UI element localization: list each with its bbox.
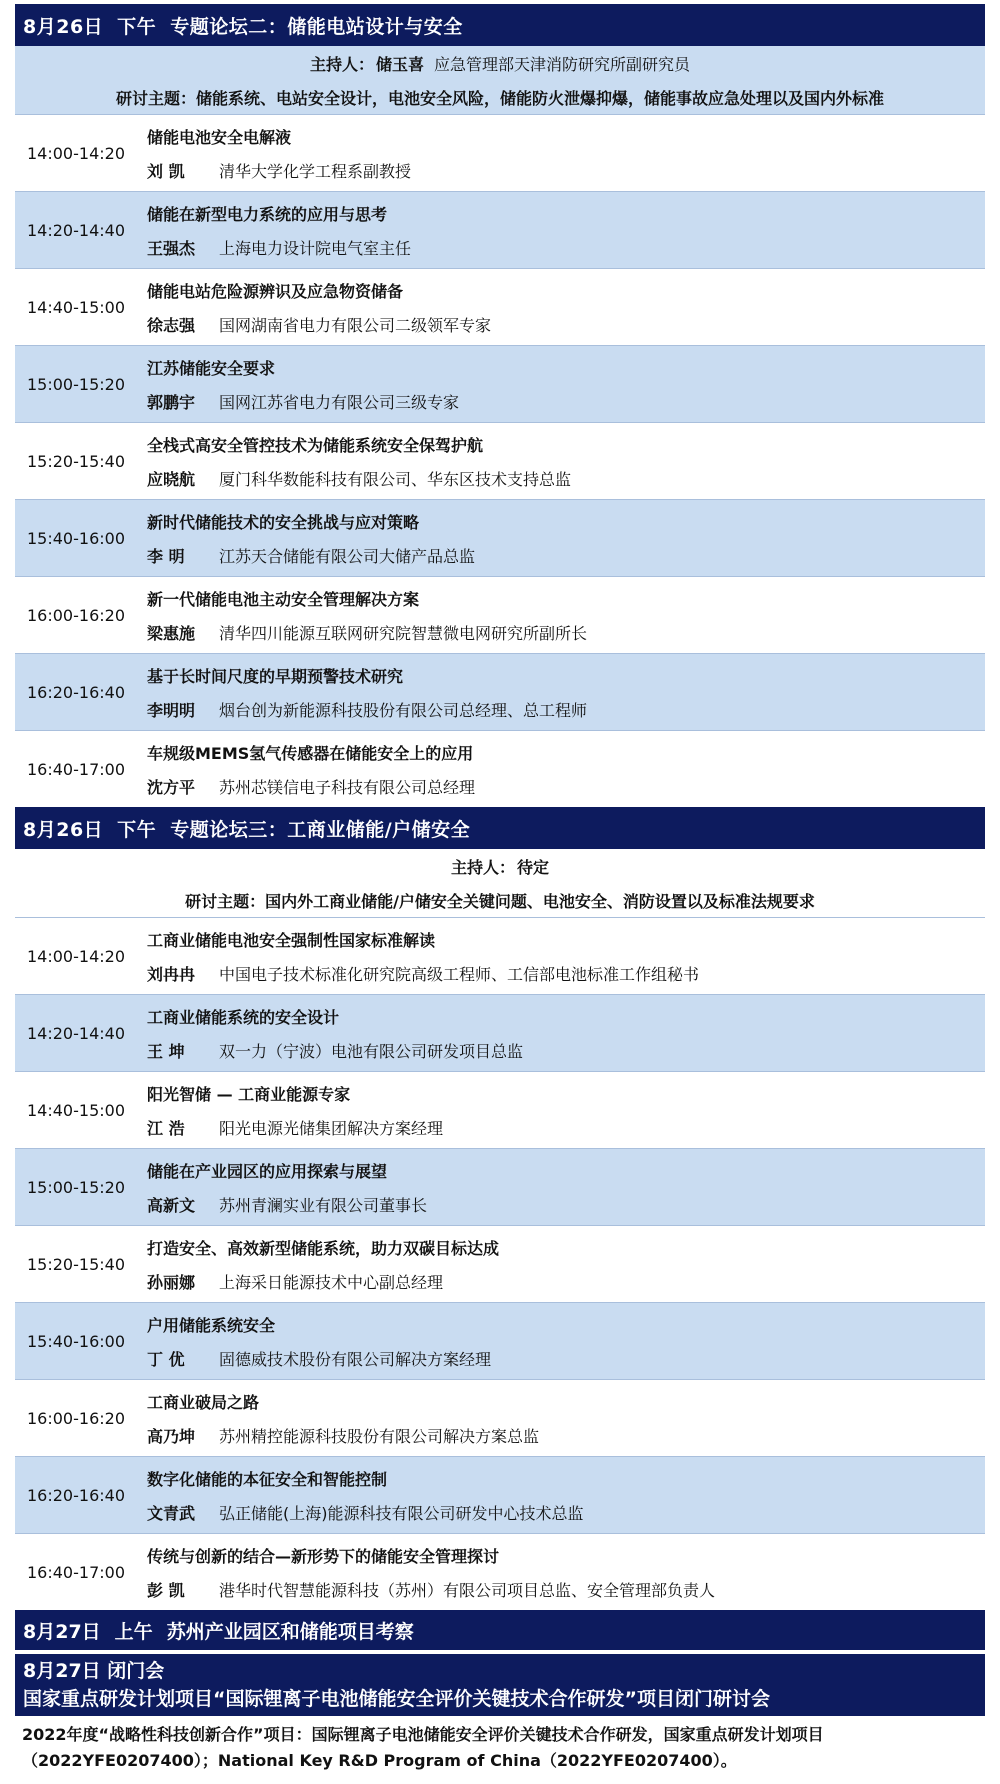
speaker-name: 王强杰 <box>147 238 196 258</box>
day27-am-header <box>15 1610 985 1650</box>
speaker-name: 李明明 <box>147 700 196 720</box>
session-info <box>147 1380 985 1456</box>
footer-line1: 2022年度“战略性科技创新合作”项目：国际锂离子电池储能安全评价关键技术合作研发，国家重点研发计划项目 <box>22 1725 824 1744</box>
speaker-affiliation: 烟台创为新能源科技股份有限公司总经理、总工程师 <box>219 700 588 720</box>
speaker-affiliation: 上海采日能源技术中心副总经理 <box>219 1272 444 1292</box>
session-speaker-line <box>147 390 985 413</box>
session-title: 储能电站危险源辨识及应急物资储备 <box>147 281 404 301</box>
speaker-affiliation: 清华四川能源互联网研究院智慧微电网研究所副所长 <box>219 623 588 643</box>
session-time: 16:40-17:00 <box>27 759 125 779</box>
session-row <box>15 191 985 268</box>
session-row <box>15 1456 985 1533</box>
session-title: 新一代储能电池主动安全管理解决方案 <box>147 589 420 609</box>
session-time: 14:00-14:20 <box>27 143 125 163</box>
speaker-name: 李 明 <box>147 546 185 566</box>
speaker-name: 刘 凯 <box>147 161 185 181</box>
day27-close-line1: 8月27日 闭门会 <box>23 1660 165 1682</box>
session-info <box>147 1457 985 1533</box>
session-row <box>15 730 985 807</box>
session-row <box>15 653 985 730</box>
session-speaker-line <box>147 1193 985 1216</box>
session-time: 14:00-14:20 <box>27 946 125 966</box>
session-speaker-line <box>147 1270 985 1293</box>
session-title: 工商业储能系统的安全设计 <box>147 1007 340 1027</box>
session-row <box>15 1533 985 1610</box>
session-title: 工商业储能电池安全强制性国家标准解读 <box>147 930 436 950</box>
footer-line2: （2022YFE0207400）；National Key R&D Program of China（2022YFE0207400）。 <box>22 1751 737 1770</box>
session-info <box>147 269 985 345</box>
day27-am-title: 苏州产业园区和储能项目考察 <box>166 1620 414 1643</box>
session-title: 储能在新型电力系统的应用与思考 <box>147 204 388 224</box>
speaker-name: 孙丽娜 <box>147 1272 196 1292</box>
session-info <box>147 423 985 499</box>
session-speaker-line <box>147 544 985 567</box>
speaker-name: 梁惠施 <box>147 623 196 643</box>
session-info <box>147 115 985 191</box>
session-row <box>15 994 985 1071</box>
session-title: 工商业破局之路 <box>147 1392 260 1412</box>
speaker-affiliation: 固德威技术股份有限公司解决方案经理 <box>219 1349 492 1369</box>
speaker-name: 丁 优 <box>147 1349 185 1369</box>
session-time: 15:00-15:20 <box>27 1177 125 1197</box>
session-info <box>147 995 985 1071</box>
session-title: 新时代储能技术的安全挑战与应对策略 <box>147 512 420 532</box>
forum2-host-affiliation: 应急管理部天津消防研究所副研究员 <box>434 54 691 74</box>
forum2-host-name: 储玉喜 <box>375 54 424 74</box>
forum2-host-row <box>15 46 985 80</box>
session-time: 15:20-15:40 <box>27 451 125 471</box>
session-speaker-line <box>147 962 985 985</box>
forum3-topic <box>15 883 985 917</box>
session-row <box>15 1148 985 1225</box>
session-time: 14:40-15:00 <box>27 1100 125 1120</box>
session-time: 15:40-16:00 <box>27 528 125 548</box>
session-info <box>147 918 985 994</box>
session-time: 16:40-17:00 <box>27 1562 125 1582</box>
session-row <box>15 268 985 345</box>
session-row <box>15 917 985 994</box>
forum2-period: 下午 <box>117 15 157 38</box>
forum2-session-list <box>15 114 985 807</box>
session-row <box>15 499 985 576</box>
session-title: 储能电池安全电解液 <box>147 127 292 147</box>
session-info <box>147 192 985 268</box>
day27-close-header <box>15 1654 985 1716</box>
forum3-title: 专题论坛三：工商业储能/户储安全 <box>170 818 471 841</box>
speaker-affiliation: 国网湖南省电力有限公司二级领军专家 <box>219 315 492 335</box>
session-time: 15:00-15:20 <box>27 374 125 394</box>
forum3-host-name: 待定 <box>517 857 550 877</box>
session-speaker-line <box>147 1578 985 1601</box>
session-time: 15:20-15:40 <box>27 1254 125 1274</box>
session-title: 全栈式高安全管控技术为储能系统安全保驾护航 <box>147 435 484 455</box>
session-title: 江苏储能安全要求 <box>147 358 276 378</box>
forum2-header <box>15 4 985 46</box>
session-row <box>15 1071 985 1148</box>
forum3-date: 8月26日 <box>23 818 104 841</box>
speaker-affiliation: 双一力（宁波）电池有限公司研发项目总监 <box>219 1041 524 1061</box>
speaker-name: 高新文 <box>147 1195 196 1215</box>
session-info <box>147 1072 985 1148</box>
session-row <box>15 1225 985 1302</box>
session-speaker-line <box>147 698 985 721</box>
session-row <box>15 422 985 499</box>
speaker-affiliation: 苏州芯镁信电子科技有限公司总经理 <box>219 777 476 797</box>
forum2-host-label: 主持人： <box>309 54 374 74</box>
speaker-affiliation: 国网江苏省电力有限公司三级专家 <box>219 392 460 412</box>
session-speaker-line <box>147 1424 985 1447</box>
session-info <box>147 500 985 576</box>
session-row <box>15 114 985 191</box>
session-time: 16:00-16:20 <box>27 605 125 625</box>
session-row <box>15 1379 985 1456</box>
session-title: 传统与创新的结合—新形势下的储能安全管理探讨 <box>147 1546 500 1566</box>
speaker-affiliation: 苏州精控能源科技股份有限公司解决方案总监 <box>219 1426 540 1446</box>
session-speaker-line <box>147 1347 985 1370</box>
forum2-date: 8月26日 <box>23 15 104 38</box>
forum2-topic-text: 研讨主题：储能系统、电站安全设计，电池安全风险，储能防火泄爆抑爆，储能事故应急处理以及国内外标准 <box>115 88 884 108</box>
session-row <box>15 345 985 422</box>
session-speaker-line <box>147 467 985 490</box>
session-time: 16:00-16:20 <box>27 1408 125 1428</box>
forum3-topic-text: 研讨主题：国内外工商业储能/户储安全关键问题、电池安全、消防设置以及标准法规要求 <box>185 891 815 911</box>
session-info <box>147 731 985 807</box>
speaker-affiliation: 弘正储能(上海)能源科技有限公司研发中心技术总监 <box>219 1503 584 1523</box>
session-info <box>147 1534 985 1610</box>
session-info <box>147 577 985 653</box>
session-info <box>147 1303 985 1379</box>
session-time: 16:20-16:40 <box>27 682 125 702</box>
session-info <box>147 1226 985 1302</box>
session-speaker-line <box>147 236 985 259</box>
speaker-name: 高乃坤 <box>147 1426 196 1446</box>
session-title: 阳光智储 — 工商业能源专家 <box>147 1084 351 1104</box>
session-time: 14:20-14:40 <box>27 1023 125 1043</box>
forum3-period: 下午 <box>117 818 157 841</box>
forum3-session-list <box>15 917 985 1610</box>
session-info <box>147 654 985 730</box>
day27-am-date: 8月27日 <box>23 1620 101 1643</box>
day27-close-line2: 国家重点研发计划项目“国际锂离子电池储能安全评价关键技术合作研发”项目闭门研讨会 <box>23 1688 770 1710</box>
speaker-name: 应晓航 <box>147 469 196 489</box>
footer-note <box>22 1722 982 1774</box>
speaker-affiliation: 厦门科华数能科技有限公司、华东区技术支持总监 <box>219 469 572 489</box>
session-row <box>15 1302 985 1379</box>
session-speaker-line <box>147 313 985 336</box>
agenda-page <box>15 0 985 1716</box>
speaker-affiliation: 上海电力设计院电气室主任 <box>219 238 412 258</box>
forum3-host-row <box>15 849 985 883</box>
speaker-name: 江 浩 <box>147 1118 185 1138</box>
speaker-name: 徐志强 <box>147 315 196 335</box>
speaker-name: 刘冉冉 <box>147 964 196 984</box>
session-row <box>15 576 985 653</box>
speaker-affiliation: 阳光电源光储集团解决方案经理 <box>219 1118 444 1138</box>
session-time: 14:20-14:40 <box>27 220 125 240</box>
session-info <box>147 1149 985 1225</box>
session-title: 户用储能系统安全 <box>147 1315 276 1335</box>
session-title: 储能在产业园区的应用探索与展望 <box>147 1161 388 1181</box>
session-speaker-line <box>147 1501 985 1524</box>
day27-am-period: 上午 <box>114 1620 153 1643</box>
speaker-affiliation: 中国电子技术标准化研究院高级工程师、工信部电池标准工作组秘书 <box>219 964 700 984</box>
session-speaker-line <box>147 1039 985 1062</box>
session-time: 15:40-16:00 <box>27 1331 125 1351</box>
forum2-topic <box>15 80 985 114</box>
speaker-affiliation: 苏州青澜实业有限公司董事长 <box>219 1195 428 1215</box>
session-time: 16:20-16:40 <box>27 1485 125 1505</box>
forum2-title: 专题论坛二：储能电站设计与安全 <box>170 15 463 38</box>
speaker-affiliation: 港华时代智慧能源科技（苏州）有限公司项目总监、安全管理部负责人 <box>219 1580 716 1600</box>
forum3-header <box>15 807 985 849</box>
forum3-host-label: 主持人： <box>450 857 515 877</box>
session-speaker-line <box>147 159 985 182</box>
session-title: 车规级MEMS氢气传感器在储能安全上的应用 <box>147 743 474 763</box>
session-info <box>147 346 985 422</box>
speaker-affiliation: 江苏天合储能有限公司大储产品总监 <box>219 546 476 566</box>
speaker-name: 文青武 <box>147 1503 196 1523</box>
session-speaker-line <box>147 775 985 798</box>
session-speaker-line <box>147 621 985 644</box>
speaker-name: 沈方平 <box>147 777 196 797</box>
session-title: 基于长时间尺度的早期预警技术研究 <box>147 666 404 686</box>
session-time: 14:40-15:00 <box>27 297 125 317</box>
speaker-name: 彭 凯 <box>147 1580 185 1600</box>
speaker-name: 郭鹏宇 <box>147 392 196 412</box>
speaker-name: 王 坤 <box>147 1041 185 1061</box>
session-title: 数字化储能的本征安全和智能控制 <box>147 1469 388 1489</box>
session-title: 打造安全、高效新型储能系统，助力双碳目标达成 <box>147 1238 500 1258</box>
session-speaker-line <box>147 1116 985 1139</box>
speaker-affiliation: 清华大学化学工程系副教授 <box>219 161 412 181</box>
